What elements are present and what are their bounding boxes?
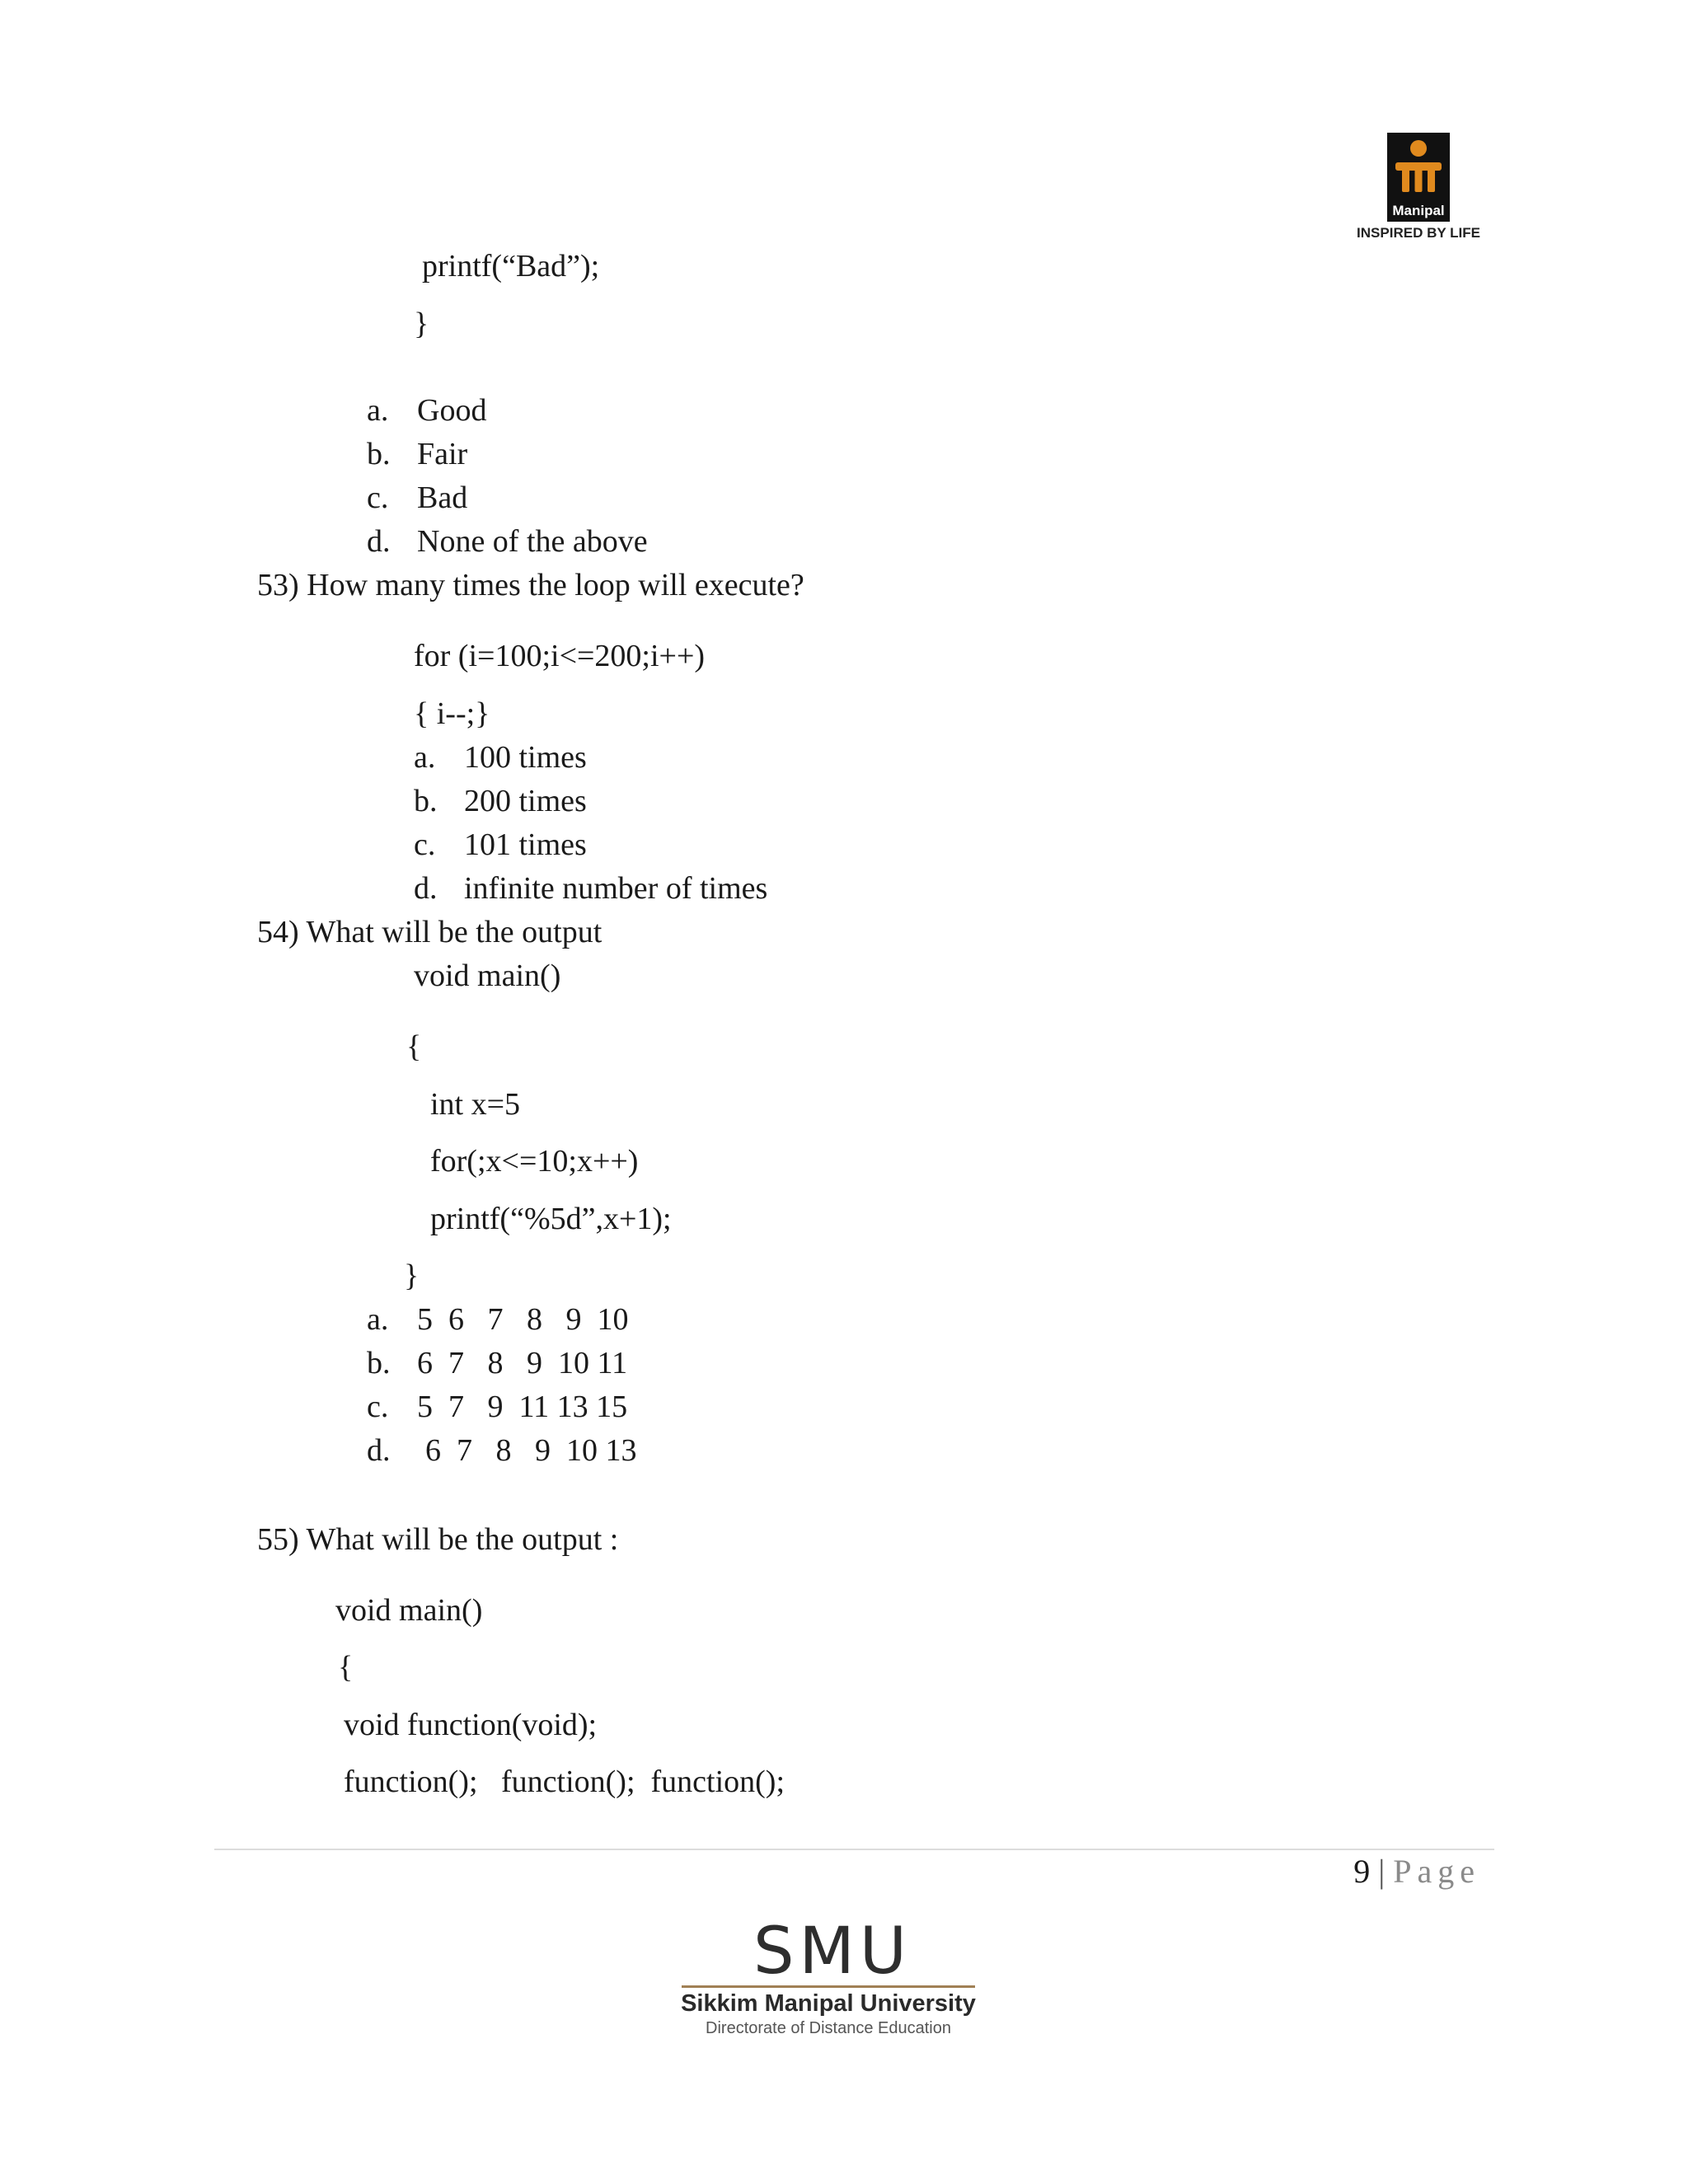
code-line: { i--;} bbox=[414, 696, 490, 731]
code-line: void main() bbox=[414, 958, 561, 993]
option-letter: a. bbox=[367, 1302, 389, 1337]
smu-logo-rule bbox=[682, 1985, 975, 1988]
university-name: Sikkim Manipal University bbox=[681, 1990, 976, 2017]
code-line: for (i=100;i<=200;i++) bbox=[414, 639, 706, 673]
manipal-logo bbox=[1387, 133, 1450, 222]
code-line: { bbox=[406, 1029, 422, 1064]
option-text: 6 7 8 9 10 11 bbox=[417, 1346, 628, 1380]
page-number-value: 9 bbox=[1353, 1853, 1371, 1890]
option-letter: a. bbox=[367, 393, 389, 428]
option-text: Good bbox=[417, 393, 487, 428]
code-line: printf(“Bad”); bbox=[422, 249, 600, 284]
option-letter: b. bbox=[367, 437, 391, 471]
option-text: 200 times bbox=[464, 784, 587, 818]
option-letter: d. bbox=[414, 871, 438, 906]
directorate-name: Directorate of Distance Education bbox=[706, 2019, 951, 2037]
option-letter: d. bbox=[367, 524, 391, 559]
option-letter: d. bbox=[367, 1433, 391, 1468]
question-53: 53) How many times the loop will execute? bbox=[257, 568, 804, 602]
option-text: 6 7 8 9 10 13 bbox=[425, 1433, 637, 1468]
code-line: void main() bbox=[335, 1593, 483, 1628]
logo-wordmark: Manipal bbox=[1392, 203, 1445, 218]
code-line: void function(void); bbox=[344, 1708, 598, 1742]
option-text: 100 times bbox=[464, 740, 587, 775]
page-number bbox=[1353, 1852, 1480, 1891]
option-text: 101 times bbox=[464, 827, 587, 862]
smu-logo-title: SMU bbox=[753, 1915, 912, 1989]
code-line: } bbox=[404, 1258, 420, 1293]
option-letter: c. bbox=[414, 827, 436, 862]
code-line: } bbox=[414, 307, 429, 341]
option-text: None of the above bbox=[417, 524, 648, 559]
manipal-logo-mark-icon bbox=[1387, 133, 1450, 204]
question-55: 55) What will be the output : bbox=[257, 1522, 619, 1557]
question-54: 54) What will be the output bbox=[257, 915, 603, 949]
code-line: for(;x<=10;x++) bbox=[430, 1144, 639, 1179]
option-letter: c. bbox=[367, 480, 389, 515]
option-text: infinite number of times bbox=[464, 871, 768, 906]
code-line: { bbox=[338, 1650, 354, 1685]
page-word: Page bbox=[1393, 1853, 1480, 1890]
page-number-separator: | bbox=[1378, 1853, 1386, 1890]
option-letter: c. bbox=[367, 1390, 389, 1424]
code-line: function(); function(); function(); bbox=[344, 1765, 785, 1799]
option-text: Bad bbox=[417, 480, 468, 515]
option-text: Fair bbox=[417, 437, 468, 471]
footer-divider bbox=[214, 1849, 1494, 1850]
option-text: 5 6 7 8 9 10 bbox=[417, 1302, 629, 1337]
logo-tagline: INSPIRED BY LIFE bbox=[1357, 225, 1480, 241]
code-line: int x=5 bbox=[430, 1087, 521, 1122]
option-letter: b. bbox=[414, 784, 438, 818]
option-letter: b. bbox=[367, 1346, 391, 1380]
option-letter: a. bbox=[414, 740, 436, 775]
option-text: 5 7 9 11 13 15 bbox=[417, 1390, 628, 1424]
code-line: printf(“%5d”,x+1); bbox=[430, 1202, 672, 1236]
